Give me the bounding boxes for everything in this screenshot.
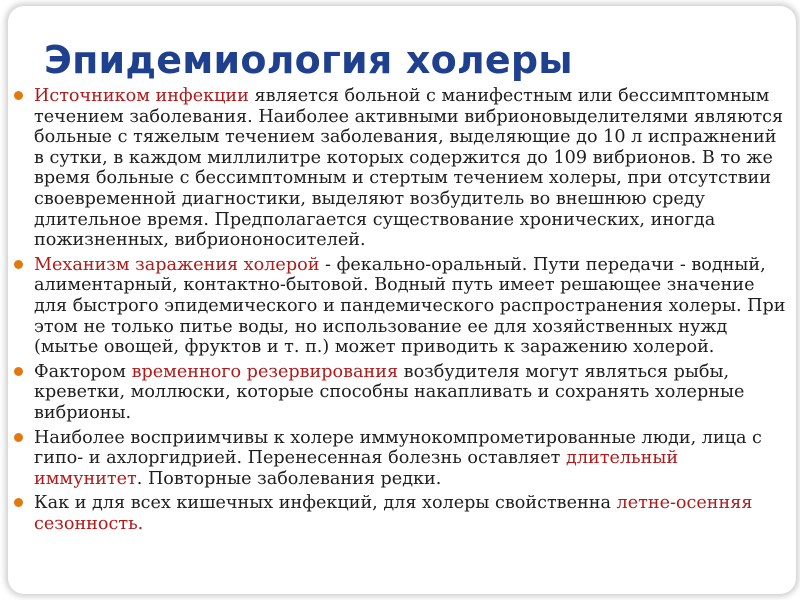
bullet-item-sources <box>14 86 786 251</box>
bullet-item-reservoir <box>14 362 786 424</box>
bullet-item-seasonality <box>14 493 786 534</box>
bullet-text: . Повторные заболевания редки. <box>136 468 442 489</box>
highlight-text: Механизм заражения холерой <box>34 254 320 275</box>
bullet-dot-icon <box>14 260 23 269</box>
bullet-dot-icon <box>14 367 23 376</box>
highlight-text: Источником инфекции <box>34 86 249 106</box>
bullet-text-before: Фактором <box>34 361 132 382</box>
bullet-text: - фекально-оральный. Пути передачи - водный, алиментарный, контактно-бытовой. Водный путь имеет решающее значение для быстрого эпидемического и пандемического распространения холеры. При этом не только питье воды, но использование ее для хозяйственных нужд (мытье овощей, фруктов и т. п.) может приводить к заражению холерой. <box>34 254 786 358</box>
bullet-item-susceptibility <box>14 428 786 490</box>
bullet-text-before: Наиболее восприимчивы к холере иммунокомпрометированные люди, лица с гипо- и ахлоргидрией. Перенесенная болезнь оставляет <box>34 427 762 469</box>
bullet-list <box>14 86 786 538</box>
bullet-dot-icon <box>14 498 23 507</box>
highlight-text: временного резервирования <box>131 361 399 382</box>
bullet-text: является больной с манифестным или бессимптомным течением заболевания. Наиболее активными вибрионовыделителями являются больные с тяжелым течением заболевания, выделяющие до 10 л испражнений в сутки, в каждом миллилитре которых содержится до 109 вибрионов. В то же время больные с бессимптомным и стертым течением холеры, при отсутствии своевременной диагностики, выделяют возбудитель во внешнюю среду длительное время. Предполагается существование хронических, иногда пожизненных, вибриононосителей. <box>34 86 784 251</box>
bullet-dot-icon <box>14 91 23 100</box>
highlight-text: летне-осенняя сезонность. <box>34 493 753 534</box>
bullet-text: возбудителя могут являться рыбы, креветки, моллюски, которые способны накапливать и сохранять холерные вибрионы. <box>34 361 745 423</box>
slide-title: Эпидемиология холеры <box>44 38 573 82</box>
bullet-text-before: Как и для всех кишечных инфекций, для холеры свойственна <box>34 493 617 514</box>
bullet-item-mechanism <box>14 255 786 358</box>
highlight-text: длительный иммунитет <box>34 448 679 489</box>
bullet-dot-icon <box>14 433 23 442</box>
